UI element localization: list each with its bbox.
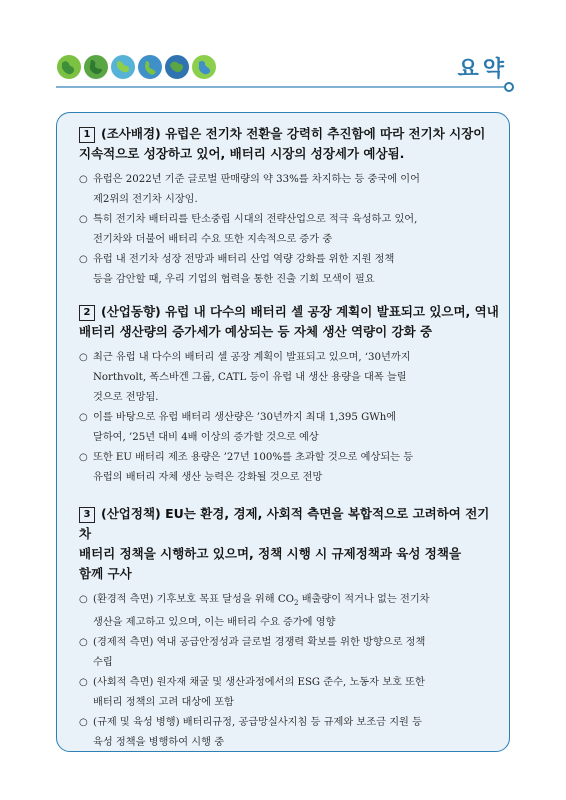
section-2 bbox=[79, 302, 499, 488]
page-header bbox=[56, 48, 518, 94]
list-item: ○ 특히 전기차 배터리를 탄소중립 시대의 전략산업으로 적극 육성하고 있어, 전기차와 더불어 배터리 수요 또한 지속적으로 증가 중 bbox=[79, 214, 418, 245]
section-3 bbox=[79, 504, 499, 753]
list-item: ○ (경제적 측면) 역내 공급안정성과 글로벌 경쟁력 확보를 위한 방향으로 정책 수립 bbox=[79, 637, 426, 669]
globe-icon-1 bbox=[56, 54, 82, 80]
bullet-list bbox=[79, 170, 499, 290]
list-item: ○ 유럽은 2022년 기준 글로벌 판매량의 약 33%를 차지하는 등 중국에 이어 제2위의 전기차 시장임. bbox=[79, 174, 420, 205]
section-number: 1 bbox=[79, 127, 95, 143]
section-number: 2 bbox=[79, 305, 95, 321]
list-item: ○ 이를 바탕으로 유럽 배터리 생산량은 ’30년까지 최대 1,395 GWh에 달하여, ’25년 대비 4배 이상의 증가할 것으로 예상 bbox=[79, 412, 397, 443]
section-heading: 1 (조사배경) 유럽은 전기차 전환을 강력히 추진함에 따라 전기차 시장이 지속적으로 성장하고 있어, 배터리 시장의 성장세가 예상됨. bbox=[79, 126, 486, 161]
section-1 bbox=[79, 124, 499, 290]
list-item: ○ (사회적 측면) 원자재 채굴 및 생산과정에서의 ESG 준수, 노동자 보호 또한 배터리 정책의 고려 대상에 포함 bbox=[79, 677, 425, 709]
globe-icon-6 bbox=[191, 54, 217, 80]
bullet-list bbox=[79, 590, 499, 753]
globe-icon-4 bbox=[137, 54, 163, 80]
list-item: ○ 유럽 내 전기차 성장 전망과 배터리 산업 역량 강화를 위한 지원 정책 등을 감안할 때, 우리 기업의 협력을 통한 진출 기회 모색이 필요 bbox=[79, 254, 395, 285]
list-item: ○ 또한 EU 배터리 제조 용량은 ’27년 100%를 초과할 것으로 예상되는 등 유럽의 배터리 자체 생산 능력은 강화될 것으로 전망 bbox=[79, 452, 414, 483]
globe-icon-3 bbox=[110, 54, 136, 80]
section-heading: 2 (산업동향) 유럽 내 다수의 배터리 셀 공장 계획이 발표되고 있으며, 역내 배터리 생산량의 증가세가 예상되는 등 자체 생산 역량이 강화 중 bbox=[79, 304, 499, 339]
globe-icon-2 bbox=[83, 54, 109, 80]
header-rule-dot bbox=[504, 82, 514, 92]
bullet-list bbox=[79, 348, 499, 488]
globe-icon-5 bbox=[164, 54, 190, 80]
list-item: ○ (규제 및 육성 병행) 배터리규정, 공급망실사지침 등 규제와 보조금 지원 등 육성 정책을 병행하여 시행 중 bbox=[79, 717, 422, 749]
globe-icons bbox=[56, 54, 217, 80]
list-item: ○ 최근 유럽 내 다수의 배터리 셀 공장 계획이 발표되고 있으며, ‘30년까지 Northvolt, 폭스바겐 그룹, CATL 등이 유럽 내 생산 용량을 대폭 늘릴 것으로 전망됨. bbox=[79, 352, 411, 403]
section-heading: 3 (산업정책) EU는 환경, 경제, 사회적 측면을 복합적으로 고려하여 전기차 배터리 정책을 시행하고 있으며, 정책 시행 시 규제정책과 육성 정책을 함께 구사 bbox=[79, 506, 490, 581]
section-number: 3 bbox=[79, 507, 95, 523]
header-rule bbox=[56, 86, 504, 88]
list-item: ○ (환경적 측면) 기후보호 목표 달성을 위해 $CO_2$ 배출량이 적거나 없는 전기차 생산을 제고하고 있으며, 이는 배터리 수요 증가에 영향 bbox=[79, 594, 430, 629]
page-title: 요약 bbox=[457, 57, 508, 82]
